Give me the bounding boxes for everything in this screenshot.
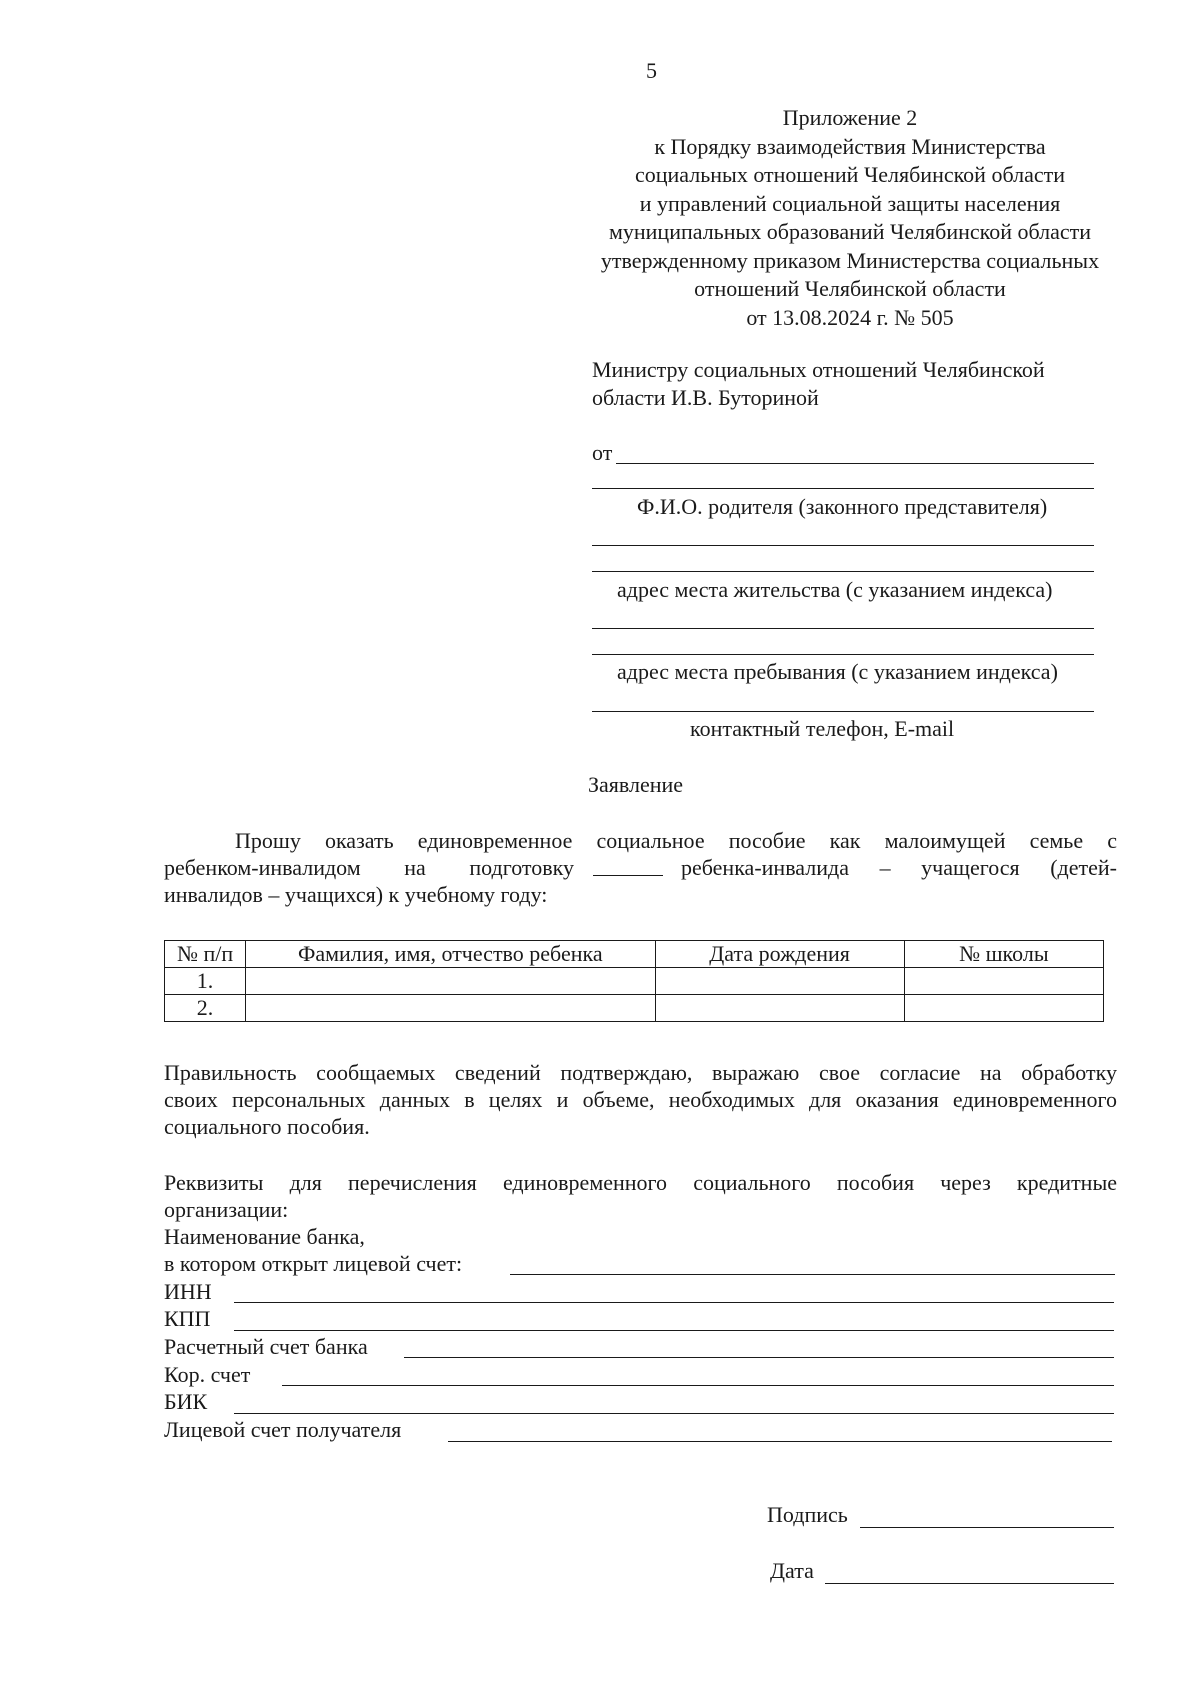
request-line-1: Прошу оказать единовременное социальное пособие как малоимущей семье с xyxy=(235,828,1117,853)
fio-field-line-2[interactable] xyxy=(592,488,1094,489)
contact-field[interactable] xyxy=(592,711,1094,712)
addressee-line: области И.В. Буториной xyxy=(592,385,819,410)
annex-line: к Порядку взаимодействия Министерства xyxy=(654,133,1046,159)
kpp-label: КПП xyxy=(164,1306,211,1331)
consent-line-2: своих персональных данных в целях и объеме, необходимых для оказания единовременного xyxy=(164,1087,1117,1112)
annex-line: от 13.08.2024 г. № 505 xyxy=(746,304,954,330)
col-header-number: № п/п xyxy=(165,941,246,968)
child-name-cell[interactable] xyxy=(246,995,655,1022)
bank-name-label-1: Наименование банка, xyxy=(164,1224,365,1249)
residence-field-line-1[interactable] xyxy=(592,545,1094,546)
fio-caption: Ф.И.О. родителя (законного представителя) xyxy=(637,494,1048,519)
col-header-school: № школы xyxy=(904,941,1103,968)
bik-field[interactable] xyxy=(234,1413,1114,1414)
row-number: 2. xyxy=(165,995,246,1022)
table-row xyxy=(165,995,1104,1022)
school-year-blank[interactable] xyxy=(593,855,663,876)
annex-line: муниципальных образований Челябинской области xyxy=(608,219,1092,244)
settlement-account-label: Расчетный счет банка xyxy=(164,1334,368,1359)
table-header-row xyxy=(165,941,1104,968)
birthdate-cell[interactable] xyxy=(655,995,904,1022)
signature-field[interactable] xyxy=(860,1527,1114,1528)
annex-line: отношений Челябинской области xyxy=(694,276,1006,301)
request-line-3: инвалидов – учащихся) к учебному году: xyxy=(164,882,548,907)
children-table xyxy=(164,940,1104,1022)
residence-caption: адрес места жительства (с указанием индекса) xyxy=(617,577,1053,602)
date-field[interactable] xyxy=(825,1583,1114,1584)
personal-account-field[interactable] xyxy=(448,1441,1112,1442)
stay-field-line-1[interactable] xyxy=(592,628,1094,629)
from-label: от xyxy=(592,440,613,465)
annex-line: социальных отношений Челябинской области xyxy=(634,162,1065,187)
addressee xyxy=(592,356,1112,412)
corr-account-label: Кор. счет xyxy=(164,1362,251,1387)
annex-line: Приложение 2 xyxy=(782,105,918,130)
kpp-field[interactable] xyxy=(234,1330,1114,1331)
request-line-2b: ребенка-инвалида – учащегося (детей- xyxy=(681,855,1117,880)
bank-name-field[interactable] xyxy=(510,1274,1115,1275)
table-row xyxy=(165,968,1104,995)
settlement-account-field[interactable] xyxy=(404,1357,1114,1358)
bik-label: БИК xyxy=(164,1389,208,1414)
bank-name-label-2: в котором открыт лицевой счет: xyxy=(164,1251,463,1276)
col-header-name: Фамилия, имя, отчество ребенка xyxy=(246,941,655,968)
addressee-line: Министру социальных отношений Челябинской xyxy=(592,357,1045,382)
col-header-birthdate: Дата рождения xyxy=(655,941,904,968)
contact-caption: контактный телефон, E-mail xyxy=(690,716,955,741)
document-title: Заявление xyxy=(588,772,684,797)
page-number: 5 xyxy=(646,58,657,83)
school-cell[interactable] xyxy=(904,968,1103,995)
row-number: 1. xyxy=(165,968,246,995)
child-name-cell[interactable] xyxy=(246,968,655,995)
corr-account-field[interactable] xyxy=(282,1385,1114,1386)
inn-field[interactable] xyxy=(234,1302,1114,1303)
annex-line: утвержденному приказом Министерства социальных xyxy=(600,247,1100,273)
stay-caption: адрес места пребывания (с указанием индекса) xyxy=(617,659,1058,684)
personal-account-label: Лицевой счет получателя xyxy=(164,1417,402,1442)
from-field[interactable] xyxy=(616,463,1094,464)
signature-label: Подпись xyxy=(767,1502,848,1527)
requisites-intro-2: организации: xyxy=(164,1197,289,1222)
school-cell[interactable] xyxy=(904,995,1103,1022)
annex-line: и управлений социальной защиты населения xyxy=(639,190,1061,216)
birthdate-cell[interactable] xyxy=(655,968,904,995)
consent-line-3: социального пособия. xyxy=(164,1114,370,1139)
annex-header xyxy=(570,104,1130,332)
stay-field-line-2[interactable] xyxy=(592,654,1094,655)
residence-field-line-2[interactable] xyxy=(592,571,1094,572)
consent-line-1: Правильность сообщаемых сведений подтверждаю, выражаю свое согласие на обработку xyxy=(164,1060,1117,1085)
request-line-2 xyxy=(164,855,1117,881)
requisites-intro-1: Реквизиты для перечисления единовременного социального пособия через кредитные xyxy=(164,1170,1117,1195)
date-label: Дата xyxy=(770,1558,814,1583)
request-line-2a: ребенком-инвалидом на подготовку xyxy=(164,855,574,880)
inn-label: ИНН xyxy=(164,1279,212,1304)
